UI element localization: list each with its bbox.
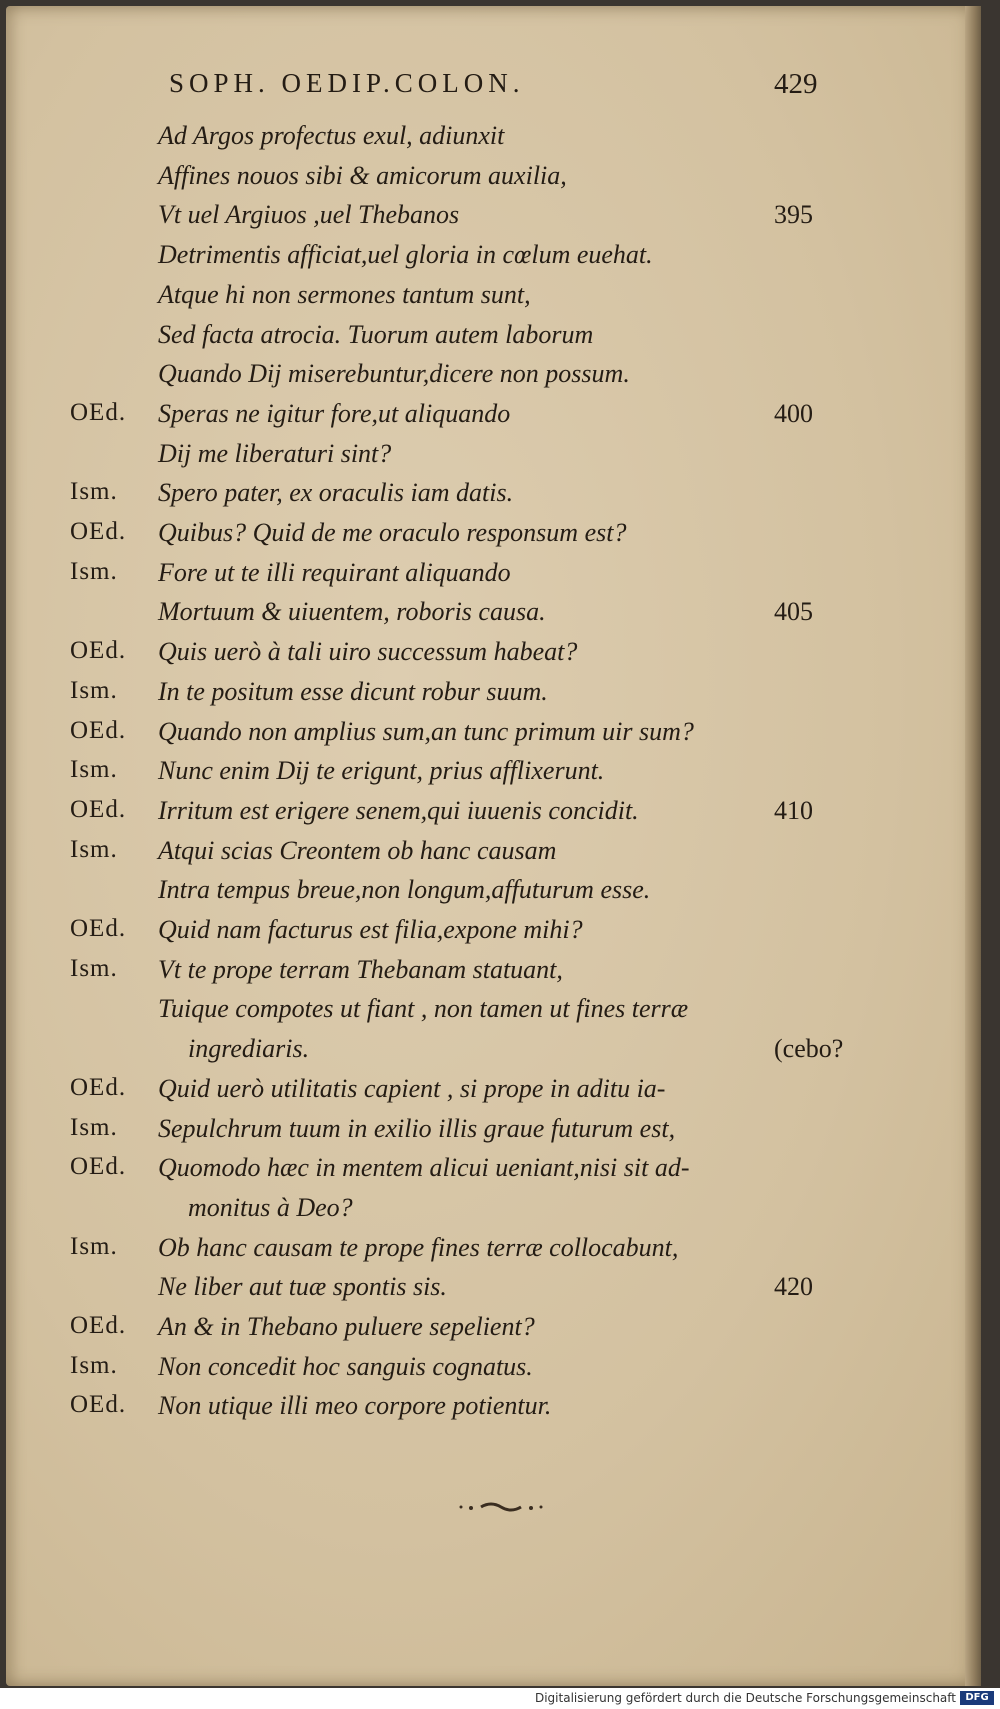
speaker-label: Ism. <box>70 954 118 982</box>
verse-text: Quid nam facturus est filia,expone mihi? <box>158 915 583 944</box>
digitization-footer <box>0 1688 1000 1709</box>
verse-line <box>6 320 981 360</box>
verse-text: Speras ne igitur fore,ut aliquando <box>158 398 511 428</box>
verse-line <box>6 637 981 677</box>
speaker-label: Ism. <box>70 1232 118 1260</box>
verse-line <box>6 439 981 479</box>
verse-text: An & in Thebano puluere sepelient? <box>158 1312 535 1341</box>
page-header <box>6 68 981 108</box>
speaker-label: Ism. <box>70 1351 118 1379</box>
speaker-label: OEd. <box>70 1073 127 1101</box>
verse-text: ingrediaris. <box>188 1034 310 1064</box>
verse-line <box>6 677 981 717</box>
verse-text: Quando non amplius sum,an tunc primum uir sum? <box>158 716 694 746</box>
verse-text: Fore ut te illi requirant aliquando <box>158 557 511 587</box>
verse-line <box>6 1074 981 1114</box>
line-number: 420 <box>774 1272 813 1302</box>
verse-line <box>6 1272 981 1312</box>
verse-line <box>6 717 981 757</box>
verse-line <box>6 1153 981 1193</box>
verse-text: Quibus? Quid de me oraculo responsum est? <box>158 518 627 547</box>
verse-line <box>6 558 981 598</box>
verse-line <box>6 240 981 280</box>
speaker-label: OEd. <box>70 1153 127 1181</box>
speaker-label: OEd. <box>70 795 127 823</box>
verse-text: Non utique illi meo corpore potientur. <box>158 1391 552 1421</box>
verse-line <box>6 875 981 915</box>
verse-line <box>6 399 981 439</box>
verse-text: Vt uel Argiuos ,uel Thebanos <box>158 200 460 230</box>
speaker-label: OEd. <box>70 915 127 942</box>
ornament-flourish <box>451 1499 551 1515</box>
verse-text: Detrimentis afficiat,uel gloria in cœlum euehat. <box>158 240 653 270</box>
verse-text: Mortuum & uiuentem, roboris causa. <box>158 597 546 627</box>
verse-text: Ob hanc causam te prope fines terræ collocabunt, <box>158 1232 679 1262</box>
verse-line <box>6 121 981 161</box>
speaker-label: OEd. <box>70 398 127 426</box>
speaker-label: OEd. <box>70 716 127 744</box>
verse-text: Spero pater, ex oraculis iam datis. <box>158 478 514 508</box>
line-number: 405 <box>774 597 813 627</box>
line-number: 410 <box>774 795 813 825</box>
verse-line <box>6 955 981 995</box>
verse-line <box>6 359 981 399</box>
running-head: SOPH. OEDIP.COLON. <box>169 68 525 98</box>
verse-text: Quomodo hæc in mentem alicui ueniant,nisi sit ad- <box>158 1153 690 1183</box>
verse-line <box>6 796 981 836</box>
verse-text: In te positum esse dicunt robur suum. <box>158 676 548 706</box>
line-number: (cebo? <box>774 1034 844 1064</box>
verse-line <box>6 200 981 240</box>
verse-text: Tuique compotes ut fiant , non tamen ut fines terræ <box>158 994 689 1024</box>
verse-text: Intra tempus breue,non longum,affuturum esse. <box>158 875 651 905</box>
page-number: 429 <box>774 68 818 100</box>
verse-text: Atqui scias Creontem ob hanc causam <box>158 835 557 865</box>
verse-line <box>6 161 981 201</box>
verse-text: Quando Dij miserebuntur,dicere non possum. <box>158 359 630 389</box>
speaker-label: Ism. <box>70 557 118 585</box>
speaker-label: OEd. <box>70 1312 127 1339</box>
speaker-label: Ism. <box>70 676 118 704</box>
verse-line <box>6 1233 981 1273</box>
verse-line <box>6 1114 981 1154</box>
verse-line <box>6 597 981 637</box>
verse-text: Sepulchrum tuum in exilio illis graue futurum est, <box>158 1113 676 1143</box>
verse-text: Irritum est erigere senem,qui iuuenis concidit. <box>158 795 639 825</box>
funding-credit: Digitalisierung gefördert durch die Deutsche Forschungsgemeinschaft <box>534 1691 956 1705</box>
verse-line <box>6 280 981 320</box>
verse-text: Ad Argos profectus exul, adiunxit <box>158 121 505 150</box>
verse-line <box>6 1193 981 1233</box>
speaker-label: OEd. <box>70 518 127 545</box>
verse-line <box>6 478 981 518</box>
verse-text: Vt te prope terram Thebanam statuant, <box>158 954 563 984</box>
verse-line <box>6 836 981 876</box>
verse-text: Atque hi non sermones tantum sunt, <box>158 279 531 309</box>
verse-text: Nunc enim Dij te erigunt, prius afflixerunt. <box>158 756 605 786</box>
verse-line <box>6 1352 981 1392</box>
verse-line <box>6 756 981 796</box>
verse-line <box>6 518 981 558</box>
verse-text: Non concedit hoc sanguis cognatus. <box>158 1351 533 1381</box>
verse-line <box>6 994 981 1034</box>
verse-line <box>6 915 981 955</box>
verse-text: Quis uerò à tali uiro successum habeat? <box>158 637 578 667</box>
speaker-label: OEd. <box>70 637 127 665</box>
verse-line <box>6 1312 981 1352</box>
speaker-label: OEd. <box>70 1391 127 1419</box>
speaker-label: Ism. <box>70 478 118 506</box>
verse-text: Dij me liberaturi sint? <box>158 438 392 468</box>
line-number: 400 <box>774 398 813 428</box>
verse-text: Ne liber aut tuæ spontis sis. <box>158 1272 447 1302</box>
book-page <box>6 6 981 1686</box>
verse-line <box>6 1034 981 1074</box>
verse-text: Sed facta atrocia. Tuorum autem laborum <box>158 319 594 349</box>
speaker-label: Ism. <box>70 835 118 863</box>
speaker-label: Ism. <box>70 1113 118 1141</box>
dfg-logo: DFG <box>960 1691 994 1705</box>
verse-text: monitus à Deo? <box>188 1192 353 1222</box>
line-number: 395 <box>774 200 813 230</box>
verse-text: Affines nouos sibi & amicorum auxilia, <box>158 160 567 190</box>
speaker-label: Ism. <box>70 756 118 784</box>
verse-line <box>6 1391 981 1431</box>
verse-text: Quid uerò utilitatis capient , si prope in aditu ia- <box>158 1073 666 1103</box>
